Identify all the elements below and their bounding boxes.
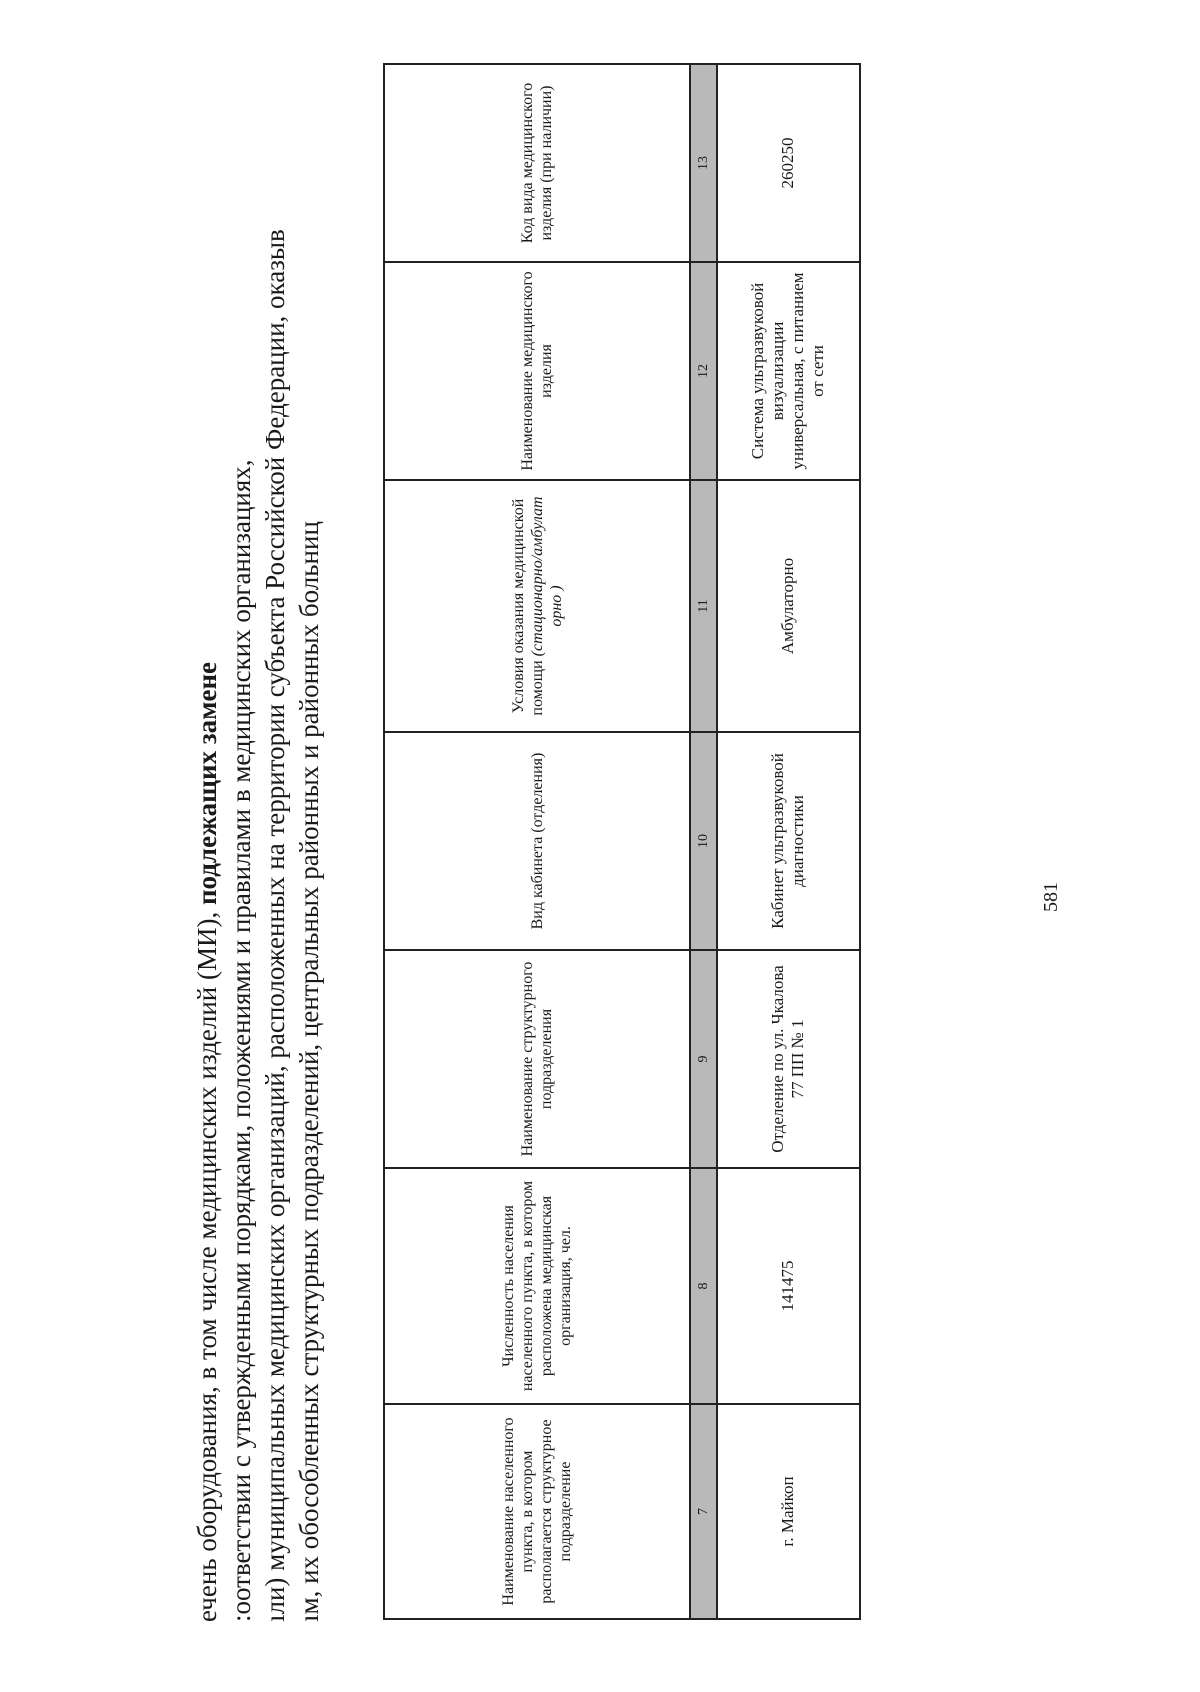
header-cell-settlement: Наименование населенного пункта, в котором располагается структурное подразделение [384,1404,690,1619]
cell-division: Отделение по ул. Чкалова 77 ПП № 1 [717,950,860,1168]
header-care-conditions-text: Условия оказания медицинской помощи [509,498,546,716]
column-number: 8 [690,1168,717,1404]
header-cell-care-conditions [384,480,690,732]
header-cell-division: Наименование структурного подразделения [384,950,690,1168]
column-number: 12 [690,262,717,480]
heading-line-2: :оответствии с утвержденными порядками, положениями и правилами в медицинских организациях, [226,459,256,1622]
header-cell-device-code: Код вида медицинского изделия (при наличии) [384,64,690,262]
document-heading [190,122,326,1622]
column-number: 7 [690,1404,717,1619]
equipment-table [383,63,861,1620]
column-number: 11 [690,480,717,732]
column-number: 9 [690,950,717,1168]
heading-line-3: ıли) муниципальных медицинских организаций, расположенных на территории субъекта Российской Федерации, оказыв [260,229,290,1622]
table-row [717,64,860,1619]
header-care-conditions-italic: (стационарно/амбулат орно ) [528,496,565,657]
header-cell-population: Численность населения населенного пункта, в котором расположена медицинская организация, чел. [384,1168,690,1404]
cell-device-name: Система ультразвуковой визуализации универсальная, с питанием от сети [717,262,860,480]
table-header-row [384,64,690,1619]
page-number: 581 [1040,882,1062,912]
heading-line-1-bold: подлежащих замене [192,661,222,905]
header-cell-device-name: Наименование медицинского изделия [384,262,690,480]
cell-device-code: 260250 [717,64,860,262]
cell-room-type: Кабинет ультразвуковой диагностики [717,732,860,950]
column-number: 13 [690,64,717,262]
header-cell-room-type: Вид кабинета (отделения) [384,732,690,950]
heading-line-4: ıм, их обособленных структурных подразделений, центральных районных и районных больниц [294,521,324,1622]
cell-care-conditions: Амбулаторно [717,480,860,732]
heading-line-1 [190,122,224,1622]
cell-settlement: г. Майкоп [717,1404,860,1619]
heading-line-1-text: ечень оборудования, в том числе медицинских изделий (МИ), [192,905,222,1622]
column-number: 10 [690,732,717,950]
cell-population: 141475 [717,1168,860,1404]
column-number-row [690,64,717,1619]
